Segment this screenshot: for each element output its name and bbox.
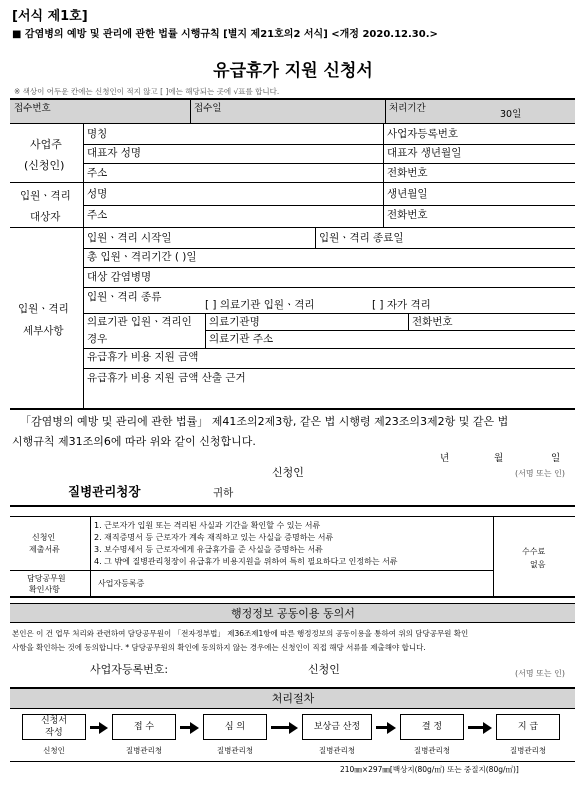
process-step-box: 결 정 bbox=[400, 714, 464, 740]
rep-name-label: 대표자 성명 bbox=[87, 147, 142, 159]
processing-period-label: 처리기간 bbox=[389, 103, 426, 114]
consent-signature-note: (서명 또는 인) bbox=[515, 669, 565, 678]
subject-address-label: 주소 bbox=[87, 209, 108, 221]
process-arrow-icon bbox=[387, 722, 396, 734]
subject-sublabel: 대상자 bbox=[30, 211, 61, 223]
process-step-actor: 질병관리청 bbox=[318, 746, 356, 755]
official-check-label: 담당공무원 bbox=[27, 574, 66, 583]
date-year-label: 년 bbox=[440, 453, 450, 464]
process-arrow-shaft bbox=[468, 726, 483, 729]
attachment-item-4: 4. 그 밖에 질병관리청장이 유급휴가 비용지원을 위하여 특히 필요하다고 인정하는 서류 bbox=[94, 557, 398, 566]
receipt-number-label: 접수번호 bbox=[14, 103, 51, 114]
attachments-sublabel: 제출서류 bbox=[29, 545, 60, 554]
date-day-label: 일 bbox=[551, 453, 561, 464]
employer-sublabel: (신청인) bbox=[24, 159, 65, 172]
form-number: [서식 제1호] bbox=[12, 9, 88, 24]
hospital-phone-label: 전화번호 bbox=[412, 316, 453, 328]
fee-value: 없음 bbox=[530, 560, 546, 569]
process-arrow-icon bbox=[190, 722, 199, 734]
process-step-box: 보상금 산정 bbox=[302, 714, 372, 740]
employer-label: 사업주 bbox=[30, 138, 62, 151]
hospital-case-label-2: 경우 bbox=[87, 333, 108, 345]
paper-spec-footer: 210㎜×297㎜[백상지(80g/㎡) 또는 중질지(80g/㎡)] bbox=[340, 765, 519, 774]
instruction-note: ※ 색상이 어두운 칸에는 신청인이 적지 않고 [ ]에는 해당되는 곳에 √표를 합니다. bbox=[14, 87, 280, 96]
law-reference: ■ 감염병의 예방 및 관리에 관한 법률 시행규칙 [별지 제21호의2 서식] <개정 2020.12.30.> bbox=[12, 29, 438, 40]
subject-label: 입원ㆍ격리 bbox=[20, 190, 71, 202]
signature-note: (서명 또는 인) bbox=[515, 469, 565, 478]
hospital-case-label: 의료기관 입원ㆍ격리인 bbox=[87, 316, 192, 328]
details-label: 입원ㆍ격리 bbox=[18, 303, 69, 315]
consent-applicant-label: 신청인 bbox=[308, 663, 340, 676]
consent-title: 행정정보 공동이용 동의서 bbox=[231, 607, 355, 620]
fee-label: 수수료 bbox=[522, 547, 546, 556]
attachment-item-1: 1. 근로자가 입원 또는 격리된 사실과 기간을 확인할 수 있는 서류 bbox=[94, 521, 321, 530]
process-step-box: 심 의 bbox=[203, 714, 267, 740]
official-check-sublabel: 확인사항 bbox=[29, 585, 60, 594]
employer-address-label: 주소 bbox=[87, 167, 108, 179]
receipt-date-label: 접수일 bbox=[194, 103, 222, 114]
consent-reg-no-label: 사업자등록번호: bbox=[90, 663, 169, 676]
process-arrow-icon bbox=[289, 722, 298, 734]
process-step-box: 지 급 bbox=[496, 714, 560, 740]
process-step-box: 접 수 bbox=[112, 714, 176, 740]
processing-period-value: 30일 bbox=[500, 109, 522, 120]
start-date-label: 입원ㆍ격리 시작일 bbox=[87, 232, 172, 244]
subject-phone-label: 전화번호 bbox=[387, 209, 428, 221]
cost-basis-label: 유급휴가 비용 지원 금액 산출 근거 bbox=[87, 372, 246, 384]
process-arrow-shaft bbox=[90, 726, 99, 729]
employer-name-label: 명칭 bbox=[87, 128, 108, 140]
process-step-actor: 질병관리청 bbox=[216, 746, 254, 755]
hospital-address-label: 의료기관 주소 bbox=[209, 333, 274, 345]
details-sublabel: 세부사항 bbox=[23, 325, 64, 337]
end-date-label: 입원ㆍ격리 종료일 bbox=[319, 232, 404, 244]
recipient-label: 질병관리청장 bbox=[68, 484, 141, 499]
process-arrow-icon bbox=[483, 722, 492, 734]
total-period-label: 총 입원ㆍ격리기간 ( )일 bbox=[87, 251, 197, 263]
official-check-item: 사업자등록증 bbox=[98, 579, 145, 588]
process-arrow-shaft bbox=[376, 726, 387, 729]
hospital-name-label: 의료기관명 bbox=[209, 316, 260, 328]
employer-phone-label: 전화번호 bbox=[387, 167, 428, 179]
process-step-box: 신청서 작성 bbox=[22, 714, 86, 740]
process-title: 처리절차 bbox=[271, 692, 315, 705]
hospital-isolation-checkbox[interactable]: [ ] 의료기관 입원ㆍ격리 bbox=[205, 299, 315, 311]
page-title: 유급휴가 지원 신청서 bbox=[213, 61, 373, 81]
process-step-actor: 신청인 bbox=[43, 746, 65, 755]
process-step-actor: 질병관리청 bbox=[125, 746, 163, 755]
consent-line-2: 사항을 확인하는 것에 동의합니다. * 담당공무원의 확인에 동의하지 않는 경우에는 신청인이 직접 해당 서류를 제출해야 합니다. bbox=[12, 643, 426, 652]
process-step-actor: 질병관리청 bbox=[413, 746, 451, 755]
process-arrow-shaft bbox=[180, 726, 190, 729]
process-step-actor: 질병관리청 bbox=[509, 746, 547, 755]
disease-name-label: 대상 감염병명 bbox=[87, 271, 152, 283]
attachment-item-3: 3. 보수명세서 등 근로자에게 유급휴가를 준 사실을 증명하는 서류 bbox=[94, 545, 323, 554]
subject-birth-label: 생년월일 bbox=[387, 188, 428, 200]
process-arrow-icon bbox=[99, 722, 108, 734]
receipt-row-shade bbox=[10, 99, 575, 124]
rep-birth-label: 대표자 생년월일 bbox=[387, 147, 462, 159]
isolation-type-label: 입원ㆍ격리 종류 bbox=[87, 291, 162, 303]
statement-line-2: 시행규칙 제31조의6에 따라 위와 같이 신청합니다. bbox=[12, 435, 256, 448]
subject-name-label: 성명 bbox=[87, 188, 108, 200]
home-isolation-checkbox[interactable]: [ ] 자가 격리 bbox=[372, 299, 431, 311]
date-month-label: 월 bbox=[494, 453, 504, 464]
gwiha-label: 귀하 bbox=[213, 487, 234, 499]
process-arrow-shaft bbox=[271, 726, 289, 729]
cost-amount-label: 유급휴가 비용 지원 금액 bbox=[87, 351, 199, 363]
attachments-label: 신청인 bbox=[32, 533, 56, 542]
attachment-item-2: 2. 재직증명서 등 근로자가 계속 재직하고 있는 사실을 증명하는 서류 bbox=[94, 533, 334, 542]
statement-line-1: 「감염병의 예방 및 관리에 관한 법률」 제41조의2제3항, 같은 법 시행령 제23조의3제2항 및 같은 법 bbox=[20, 415, 509, 428]
applicant-label: 신청인 bbox=[272, 466, 304, 479]
consent-line-1: 본인은 이 건 업무 처리와 관련하여 담당공무원이 「전자정부법」 제36조제1항에 따른 행정정보의 공동이용을 통하여 위의 담당공무원 확인 bbox=[12, 629, 469, 638]
business-reg-no-label: 사업자등록번호 bbox=[387, 128, 459, 140]
